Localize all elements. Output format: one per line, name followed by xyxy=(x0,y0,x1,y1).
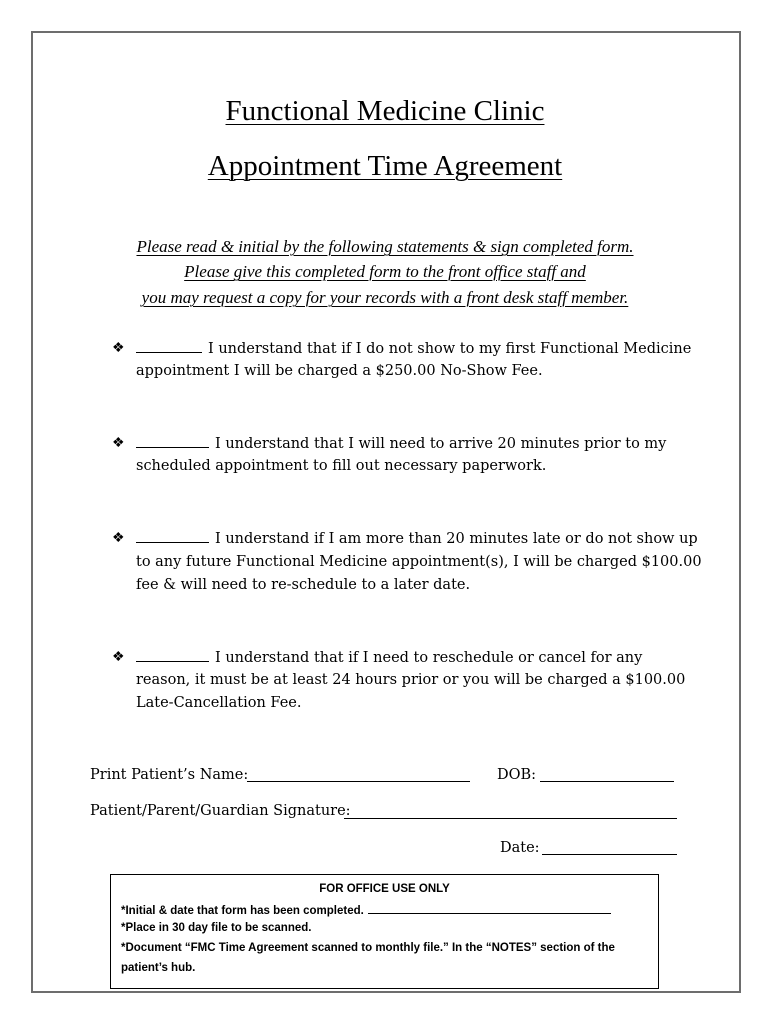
initial-field-2[interactable] xyxy=(136,435,209,448)
patient-name-label: Print Patient’s Name: xyxy=(90,767,249,783)
initial-field-4[interactable] xyxy=(136,649,209,662)
instruction-line-2: Please give this completed form to the front office staff and xyxy=(184,262,586,281)
office-instruction-1 xyxy=(121,903,611,917)
signature-field[interactable] xyxy=(344,818,677,819)
statement-3 xyxy=(136,530,698,547)
office-instruction-1-text: *Initial & date that form has been completed. xyxy=(121,905,364,917)
dob-field[interactable] xyxy=(540,781,674,782)
statement-3-line-2: to any future Functional Medicine appointment(s), I will be charged $100.00 xyxy=(136,554,702,570)
statement-4-line-2: reason, it must be at least 24 hours prior or you will be charged a $100.00 xyxy=(136,672,686,688)
instruction-line-1: Please read & initial by the following statements & sign completed form. xyxy=(136,237,634,256)
office-initial-date-field[interactable] xyxy=(368,903,611,914)
date-label: Date: xyxy=(500,840,540,856)
office-use-title: FOR OFFICE USE ONLY xyxy=(319,883,450,895)
patient-name-field[interactable] xyxy=(247,781,470,782)
clinic-title: Functional Medicine Clinic xyxy=(225,95,545,127)
date-field[interactable] xyxy=(542,854,677,855)
initial-field-1[interactable] xyxy=(136,340,202,353)
bullet-icon: ❖ xyxy=(112,435,125,451)
office-instruction-2: *Place in 30 day file to be scanned. xyxy=(121,922,312,934)
statement-2-line-2: scheduled appointment to fill out necessary paperwork. xyxy=(136,458,547,474)
statement-3-line-1: I understand if I am more than 20 minutes late or do not show up xyxy=(215,531,698,547)
bullet-icon: ❖ xyxy=(112,340,125,356)
statement-4-line-3: Late-Cancellation Fee. xyxy=(136,695,302,711)
statement-2-line-1: I understand that I will need to arrive 20 minutes prior to my xyxy=(215,436,667,452)
statement-1-line-2: appointment I will be charged a $250.00 No-Show Fee. xyxy=(136,363,543,379)
statement-4 xyxy=(136,649,642,666)
statement-4-line-1: I understand that if I need to reschedule or cancel for any xyxy=(215,650,643,666)
dob-label: DOB: xyxy=(497,767,537,783)
initial-field-3[interactable] xyxy=(136,530,209,543)
office-use-box xyxy=(110,874,659,989)
statement-3-line-3: fee & will need to re-schedule to a later date. xyxy=(136,577,471,593)
office-instruction-4: patient’s hub. xyxy=(121,962,196,974)
bullet-icon: ❖ xyxy=(112,530,125,546)
statement-2 xyxy=(136,435,666,452)
instruction-line-3: you may request a copy for your records with a front desk staff member. xyxy=(141,288,629,307)
office-instruction-3: *Document “FMC Time Agreement scanned to monthly file.” In the “NOTES” section of the xyxy=(121,942,615,954)
statement-1 xyxy=(136,340,691,357)
signature-label: Patient/Parent/Guardian Signature: xyxy=(90,803,351,819)
bullet-icon: ❖ xyxy=(112,649,125,665)
statement-1-line-1: I understand that if I do not show to my first Functional Medicine xyxy=(208,341,692,357)
form-title: Appointment Time Agreement xyxy=(207,150,563,182)
